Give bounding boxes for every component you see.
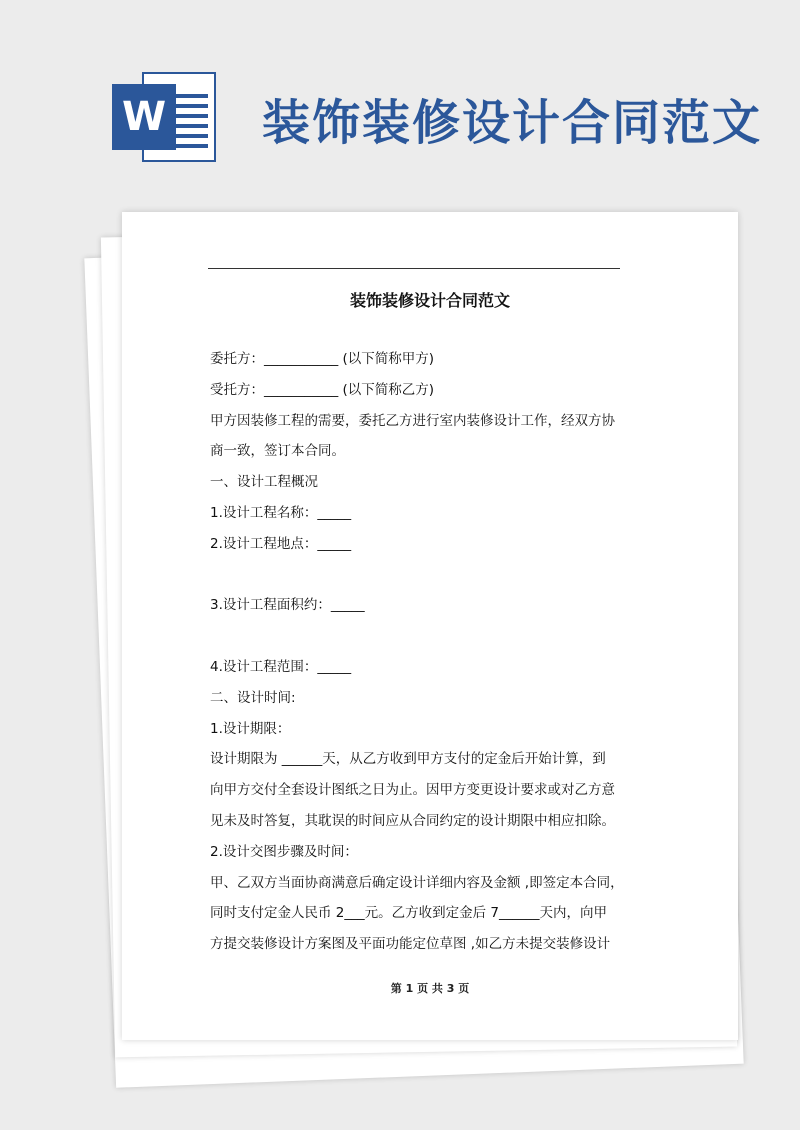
text-line: 甲方因装修工程的需要，委托乙方进行室内装修设计工作，经双方协 [210, 412, 615, 429]
document-body [210, 344, 630, 960]
banner-header [0, 0, 800, 210]
section-heading: 二、设计时间: [210, 689, 296, 706]
word-letter: W [112, 84, 176, 150]
header-rule [208, 268, 620, 269]
text-line: 1.设计工程名称：_____ [210, 504, 352, 521]
page-number: 第 1 页 共 3 页 [390, 982, 470, 995]
document-page [122, 212, 738, 1040]
text-line: 受托方：___________ (以下简称乙方) [210, 381, 435, 398]
text-line: 2.设计工程地点：_____ [210, 535, 352, 552]
text-line: 委托方：___________ (以下简称甲方) [210, 351, 435, 367]
text-line: 3.设计工程面积约：_____ [210, 597, 365, 614]
blank-line [210, 621, 630, 652]
text-line: 方提交装修设计方案图及平面功能定位草图 ,如乙方未提交装修设计 [210, 936, 611, 953]
text-line: 1.设计期限： [210, 720, 291, 737]
text-line: 商一致，签订本合同。 [210, 443, 345, 460]
text-line: 见未及时答复，其耽误的时间应从合同约定的设计期限中相应扣除。 [210, 812, 615, 829]
banner-title: 装饰装修设计合同范文 [262, 95, 763, 151]
text-line: 向甲方交付全套设计图纸之日为止。因甲方变更设计要求或对乙方意 [210, 782, 615, 799]
text-line: 设计期限为 ______天，从乙方收到甲方支付的定金后开始计算，到 [210, 751, 606, 768]
section-heading: 一、设计工程概况 [210, 474, 318, 491]
text-line: 4.设计工程范围：_____ [210, 658, 352, 675]
text-line: 2.设计交图步骤及时间： [210, 843, 358, 860]
word-icon [112, 72, 216, 162]
document-title: 装饰装修设计合同范文 [349, 291, 510, 310]
text-line: 同时支付定金人民币 2___元。乙方收到定金后 7______天内，向甲 [210, 905, 608, 922]
text-line: 甲、乙双方当面协商满意后确定设计详细内容及金额 ,即签定本合同， [210, 874, 624, 891]
blank-line [210, 560, 630, 591]
